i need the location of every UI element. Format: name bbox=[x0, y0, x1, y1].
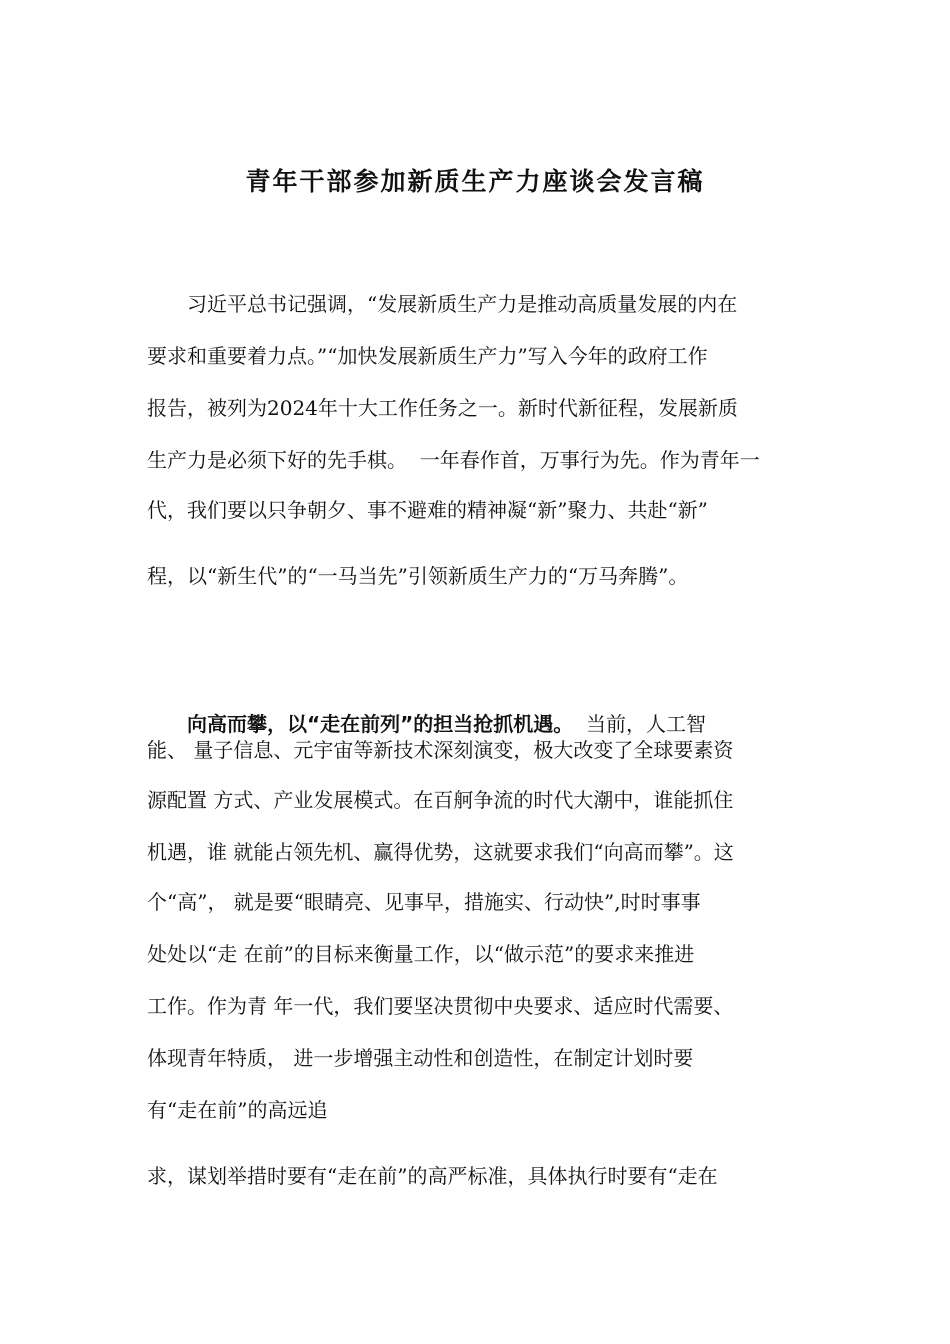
paragraph2-line-4: 机遇，谁 就能占领先机、赢得优势，这就要求我们“向高而攀”。这 bbox=[147, 840, 734, 864]
paragraph1-line-6: 程，以“新生代”的“一马当先”引领新质生产力的“万马奔腾”。 bbox=[147, 564, 689, 588]
paragraph2-line-6: 处处以“走 在前”的目标来衡量工作，以“做示范”的要求来推进 bbox=[147, 942, 695, 966]
paragraph2-line-7: 工作。作为青 年一代，我们要坚决贯彻中央要求、适应时代需要、 bbox=[147, 994, 734, 1018]
document-title: 青年干部参加新质生产力座谈会发言稿 bbox=[245, 167, 705, 196]
paragraph1-line-5: 代，我们要以只争朝夕、事不避难的精神凝“新”聚力、共赴“新” bbox=[147, 498, 708, 522]
paragraph2-line-8: 体现青年特质， 进一步增强主动性和创造性，在制定计划时要 bbox=[147, 1046, 694, 1070]
paragraph2-line-2: 能、 量子信息、元宇宙等新技术深刻演变，极大改变了全球要素资 bbox=[147, 738, 734, 762]
paragraph1-line-3: 报告，被列为2024年十大工作任务之一。新时代新征程，发展新质 bbox=[147, 396, 738, 420]
section-heading: 向高而攀，以“走在前列”的担当抢抓机遇。 bbox=[187, 712, 574, 736]
paragraph2-line-9: 有“走在前”的高远追 bbox=[147, 1098, 328, 1122]
paragraph2-line-10: 求，谋划举措时要有“走在前”的高严标准，具体执行时要有“走在 bbox=[147, 1164, 718, 1188]
paragraph2-line-1-rest: 当前，人工智 bbox=[573, 712, 707, 736]
paragraph1-line-2: 要求和重要着力点。”“加快发展新质生产力”写入今年的政府工作 bbox=[147, 344, 708, 368]
paragraph2-line-3: 源配置 方式、产业发展模式。在百舸争流的时代大潮中，谁能抓住 bbox=[147, 788, 734, 812]
paragraph2-line-5: 个“高”， 就是要“眼睛亮、见事早，措施实、行动快”,时时事事 bbox=[147, 890, 701, 914]
paragraph1-line-4: 生产力是必须下好的先手棋。 一年春作首，万事行为先。作为青年一 bbox=[147, 448, 760, 472]
paragraph1-line-1: 习近平总书记强调，“发展新质生产力是推动高质量发展的内在 bbox=[187, 292, 738, 316]
